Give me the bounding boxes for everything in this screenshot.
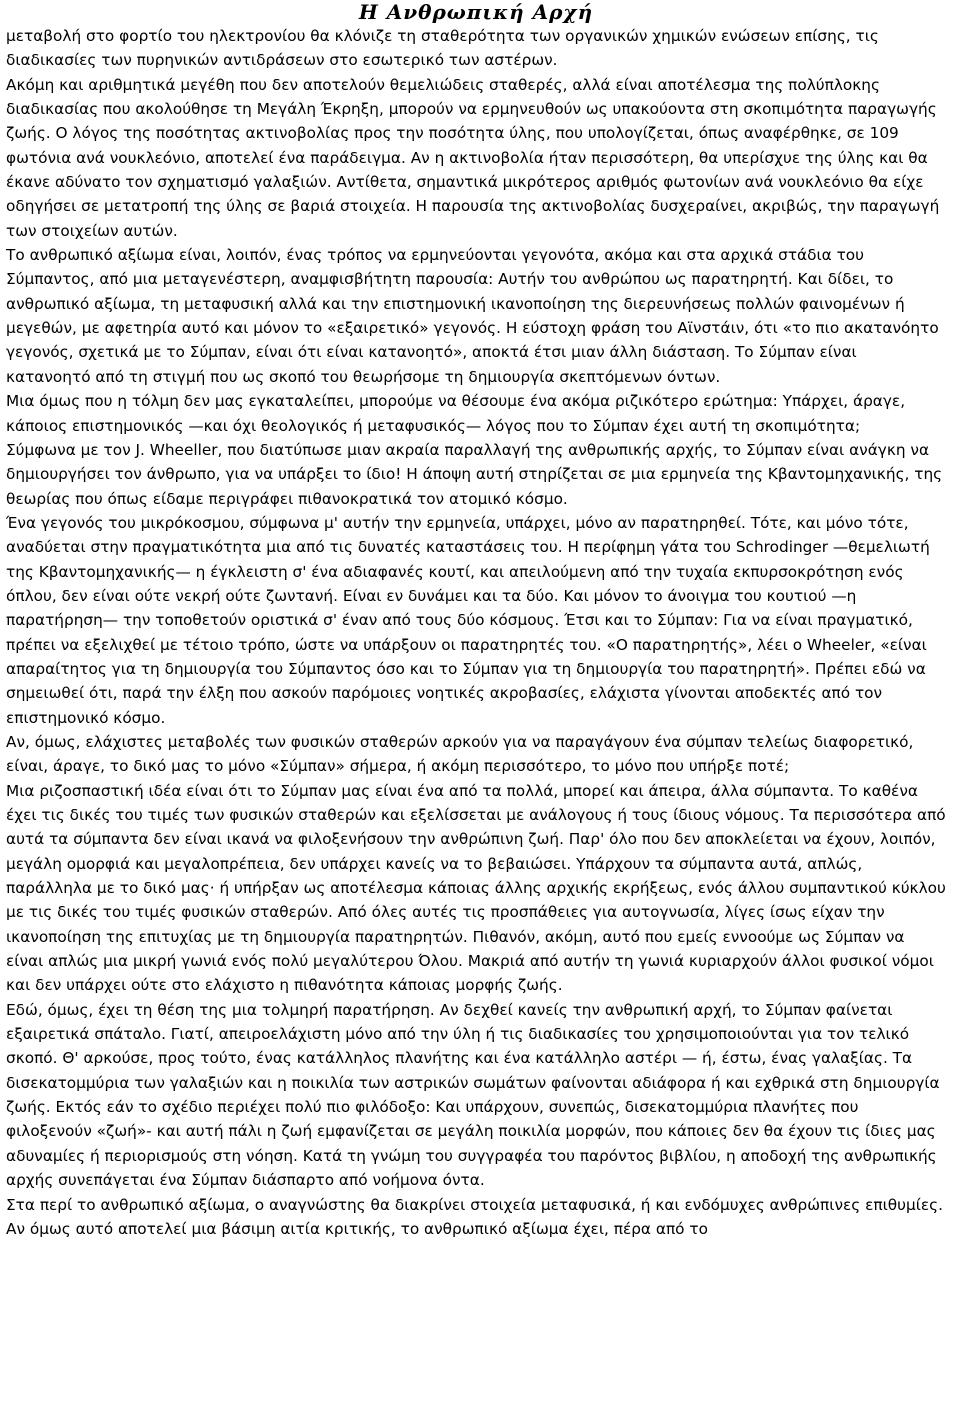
paragraph: Εδώ, όμως, έχει τη θέση της μια τολμηρή παρατήρηση. Αν δεχθεί κανείς την ανθρωπική αρχή, το Σύμπαν φαίνεται εξαιρετικά σπάταλο. Γιατί, απειροελάχιστη μόνο από την ύλη ή τις διαδικασίες του χρησιμοποιούνται για τον τελικό σκοπό. Θ' αρκούσε, προς τούτο, ένας κατάλληλος πλανήτης και ένα κατάλληλο αστέρι — ή, έστω, ένας γαλαξίας. Τα δισεκατομμύρια των γαλαξιών και η ποικιλία των αστρικών σωμάτων φαίνονται αδιάφορα ή και εχθρικά στη δημιουργία ζωής. Εκτός εάν το σχέδιο περιέχει πολύ πιο φιλόδοξο: Και υπάρχουν, συνεπώς, δισεκατομμύρια πλανήτες που φιλοξενούν «ζωή»- και αυτή πάλι η ζωή εμφανίζεται σε μεγάλη ποικιλία μορφών, που κάποιες δεν θα έχουν τις ίδιες μας αδυναμίες ή περιορισμούς στη νόηση. Κατά τη γνώμη του συγγραφέα του παρόντος βιβλίου, η αποδοχή της ανθρωπικής αρχής συνεπάγεται ένα Σύμπαν διάσπαρτο από νοήμονα όντα. — [6, 1000, 940, 1190]
paragraph: Αν, όμως, ελάχιστες μεταβολές των φυσικών σταθερών αρκούν για να παραγάγουν ένα σύμπαν τελείως διαφορετικό, είναι, άραγε, το δικό μας το μόνο «Σύμπαν» σήμερα, ή ακόμη περισσότερο, το μόνο που υπήρξε ποτέ; — [6, 732, 914, 776]
paragraph: Μια όμως που η τόλμη δεν μας εγκαταλείπει, μπορούμε να θέσουμε ένα ακόμα ριζικότερο ερώτημα: Υπάρχει, άραγε, κάποιος επιστημονικός —και όχι θεολογικός ή μεταφυσικός— λόγος που το Σύμπαν έχει αυτή τη σκοπιμότητα; — [6, 392, 906, 435]
page-title: Η Ανθρωπική Αρχή — [358, 0, 594, 24]
paragraph: μεταβολή στο φορτίο του ηλεκτρονίου θα κλόνιζε τη σταθερότητα των οργανικών χημικών ενώσεων επίσης, τις διαδικασίες των πυρηνικών αντιδράσεων στο εσωτερικό των αστέρων. — [6, 27, 879, 70]
document-body — [6, 24, 946, 1241]
paragraph: Ακόμη και αριθμητικά μεγέθη που δεν αποτελούν θεμελιώδεις σταθερές, αλλά είναι αποτέλεσμα της πολύπλοκης διαδικασίας που ακολούθησε τη Μεγάλη Έκρηξη, μπορούν να ερμηνευθούν ως υπακούοντα στη σκοπιμότητα παραγωγής ζωής. Ο λόγος της ποσότητας ακτινοβολίας προς την ποσότητα ύλης, που υπολογίζεται, όπως αναφέρθηκε, σε 109 φωτόνια ανά νουκλεόνιο, αποτελεί ένα παράδειγμα. Αν η ακτινοβολία ήταν περισσότερη, θα υπερίσχυε της ύλης και θα έκανε αδύνατο τον σχηματισμό γαλαξιών. Αντίθετα, σημαντικά μικρότερος αριθμός φωτονίων ανά νουκλεόνιο θα είχε οδηγήσει σε μετατροπή της ύλης σε βαριά στοιχεία. Η παρουσία της ακτινοβολίας δυσχεραίνει, ακριβώς, την παραγωγή των στοιχείων αυτών. — [6, 75, 940, 240]
paragraph: Μια ριζοσπαστική ιδέα είναι ότι το Σύμπαν μας είναι ένα από τα πολλά, μπορεί και άπειρα, άλλα σύμπαντα. Το καθένα έχει τις δικές του τιμές των φυσικών σταθερών και εξελίσσεται με ανάλογους ή τους ίδιους νόμους. Τα περισσότερα από αυτά τα σύμπαντα δεν είναι ικανά να φιλοξενήσουν την ανθρώπινη ζωή. Παρ' όλο που δεν αποκλείεται να έχουν, λοιπόν, μεγάλη ομορφιά και μεγαλοπρέπεια, δεν υπάρχει κανείς να το βεβαιώσει. Υπάρχουν τα σύμπαντα αυτά, απλώς, παράλληλα με το δικό μας· ή υπήρξαν ως αποτέλεσμα κάποιας άλλης αρχικής εκρήξεως, ενός άλλου συμπαντικού κύκλου με τις δικές του τιμές φυσικών σταθερών. Από όλες αυτές τις προσπάθειες για αυτογνωσία, λίγες ίσως είχαν την ικανοποίηση της επιτυχίας με τη δημιουργία παρατηρητών. Πιθανόν, ακόμη, αυτό που εμείς εννοούμε ως Σύμπαν να είναι απλώς μια μικρή γωνιά ενός πολύ μεγαλύτερου Όλου. Μακριά από αυτήν τη γωνιά κυριαρχούν άλλοι φυσικοί νόμοι και δεν υπάρχει ούτε στο ελάχιστο η πιθανότητα κάποιας μορφής ζωής. — [6, 781, 946, 995]
paragraph: Το ανθρωπικό αξίωμα είναι, λοιπόν, ένας τρόπος να ερμηνεύονται γεγονότα, ακόμα και στα αρχικά στάδια του Σύμπαντος, από μια μεταγενέστερη, αναμφισβήτητη παρουσία: Αυτήν του ανθρώπου ως παρατηρητή. Και δίδει, το ανθρωπικό αξίωμα, τη μεταφυσική αλλά και την επιστημονική ικανοποίηση της διερευνήσεως πολλών φαινομένων ή μεγεθών, με αφετηρία αυτό και μόνον το «εξαιρετικό» γεγονός. Η εύστοχη φράση του Αϊνστάιν, ότι «το πιο ακατανόητο γεγονός, σχετικά με το Σύμπαν, είναι ότι είναι κατανοητό», αποκτά έτσι μιαν άλλη διάσταση. Το Σύμπαν είναι κατανοητό από τη στιγμή που ως σκοπό του θεωρήσομε τη δημιουργία σκεπτόμενων όντων. — [6, 246, 939, 386]
paragraph: Σύμφωνα με τον J. Wheeller, που διατύπωσε μιαν ακραία παραλλαγή της ανθρωπικής αρχής, το Σύμπαν είναι ανάγκη να δημιουργήσει τον άνθρωπο, για να υπάρξει το ίδιο! Η άποψη αυτή στηρίζεται σε μια ερμηνεία της Κβαντομηχανικής, της θεωρίας που όπως είδαμε περιγράφει πιθανοκρατικά τον ατομικό κόσμο. — [6, 440, 943, 508]
paragraph: Ένα γεγονός του μικρόκοσμου, σύμφωνα μ' αυτήν την ερμηνεία, υπάρχει, μόνο αν παρατηρηθεί. Τότε, και μόνο τότε, αναδύεται στην πραγματικότητα μια από τις δυνατές καταστάσεις του. Η περίφημη γάτα του Schrodinger —θεμελιωτή της Κβαντομηχανικής— η έγκλειστη σ' ένα αδιαφανές κουτί, και απειλούμενη από την τυχαία εκπυρσοκρότηση ενός όπλου, δεν είναι ούτε νεκρή ούτε ζωντανή. Είναι εν δυνάμει και τα δύο. Και μόνον το άνοιγμα του κουτιού —η παρατήρηση— την τοποθετούν οριστικά σ' έναν από τους δύο κόσμους. Έτσι και το Σύμπαν: Για να είναι πραγματικό, πρέπει να εξελιχθεί με τέτοιο τρόπο, ώστε να υπάρξουν οι παρατηρητές του. «Ο παρατηρητής», λέει ο Wheeler, «είναι απαραίτητος για τη δημιουργία του Σύμπαντος όσο και το Σύμπαν για τη δημιουργία του παρατηρητή». Πρέπει εδώ να σημειωθεί ότι, παρά την έλξη που ασκούν παρόμοιες νοητικές ακροβασίες, ελάχιστα γίνονται αποδεκτές από τον επιστημονικό κόσμο. — [6, 513, 930, 727]
paragraph: Στα περί το ανθρωπικό αξίωμα, ο αναγνώστης θα διακρίνει στοιχεία μεταφυσικά, ή και ενδόμυχες ανθρώπινες επιθυμίες. Αν όμως αυτό αποτελεί μια βάσιμη αιτία κριτικής, το ανθρωπικό αξίωμα έχει, πέρα από το — [6, 1195, 943, 1238]
